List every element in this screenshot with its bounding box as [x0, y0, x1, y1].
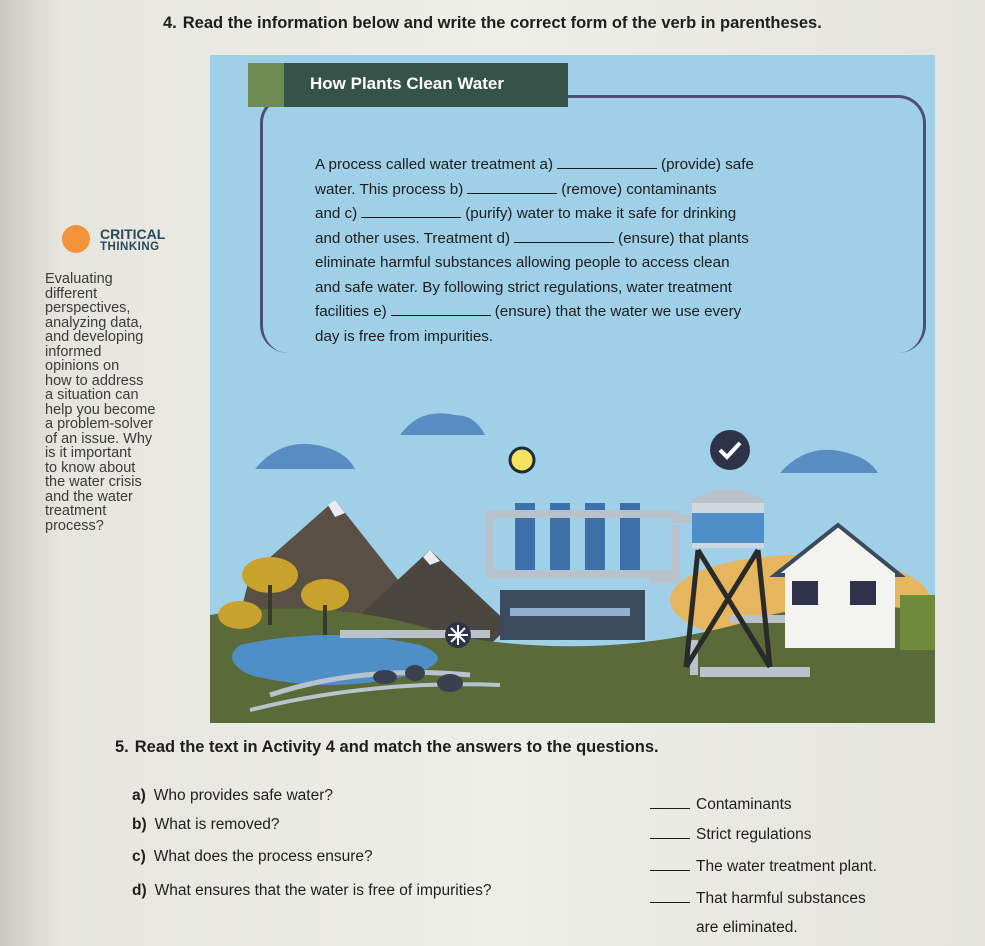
- passage-line-4: [315, 227, 835, 252]
- exercise-5-instruction: Read the text in Activity 4 and match the answers to the questions.: [134, 738, 659, 756]
- ct-line: informed: [45, 343, 102, 360]
- question-label: c): [132, 848, 146, 865]
- exercise-5-heading: [115, 738, 659, 757]
- passage-text: A process called water treatment a): [315, 156, 554, 173]
- ct-line: treatment: [45, 503, 107, 519]
- answer-continuation: [696, 919, 798, 937]
- question-text: What is removed?: [154, 816, 280, 833]
- check-badge-icon: [710, 430, 750, 470]
- ct-line: Evaluating: [45, 271, 113, 287]
- title-banner: [248, 63, 568, 107]
- passage-text: (ensure) that the water we use every: [494, 303, 742, 320]
- ct-line: help you become: [45, 401, 156, 418]
- passage-line-6: and safe water. By following strict regulations, water treatment: [315, 278, 733, 296]
- pump-wheel-icon: [445, 622, 471, 648]
- ct-line: how to address: [45, 372, 144, 389]
- ct-line: to know about: [45, 459, 136, 476]
- ct-line: different: [45, 285, 98, 302]
- passage-line-5: eliminate harmful substances allowing people to access clean: [315, 254, 730, 271]
- question-label: b): [132, 816, 147, 833]
- question-text: What does the process ensure?: [153, 848, 373, 865]
- ct-line: is it important: [45, 445, 132, 461]
- ct-line: the water crisis: [45, 474, 142, 490]
- ct-line: of an issue. Why: [45, 430, 153, 447]
- reading-passage: [315, 153, 835, 349]
- ct-line: opinions on: [45, 358, 120, 374]
- answer-blank-d[interactable]: [514, 228, 614, 243]
- ct-line: a problem-solver: [45, 416, 153, 432]
- question-text: Who provides safe water?: [153, 787, 333, 804]
- answer-option[interactable]: [650, 858, 877, 876]
- answer-text: Strict regulations: [696, 826, 812, 843]
- answer-blank-a[interactable]: [557, 154, 657, 169]
- passage-line-3: [315, 202, 835, 227]
- match-line[interactable]: [650, 858, 690, 871]
- passage-line-8: day is free from impurities.: [315, 327, 494, 345]
- cloud-icon: [255, 444, 355, 469]
- panel-title: How Plants Clean Water: [310, 74, 504, 93]
- passage-text: and other uses. Treatment d): [315, 229, 511, 247]
- passage-text: water. This process b): [315, 180, 464, 198]
- lightbulb-icon: [62, 225, 90, 253]
- title-tab: [248, 63, 284, 107]
- question-a: [132, 787, 333, 805]
- critical-thinking-text: [45, 272, 210, 533]
- ct-line: and developing: [45, 329, 144, 345]
- passage-text: and c): [315, 205, 358, 222]
- question-c: [132, 848, 373, 866]
- cloud-icon: [400, 413, 485, 435]
- passage-text: (purify) water to make it safe for drinking: [465, 205, 737, 222]
- question-label: d): [132, 882, 147, 899]
- cloud-icon: [780, 450, 878, 473]
- exercise-5-number: 5.: [115, 738, 129, 756]
- critical-thinking-heading-line2: THINKING: [100, 241, 160, 253]
- answer-blank-c[interactable]: [361, 203, 461, 218]
- critical-thinking-heading: [100, 228, 165, 254]
- passage-line-2: [315, 178, 835, 203]
- filter-tanks: [485, 503, 680, 578]
- ct-line: analyzing data,: [45, 314, 143, 331]
- critical-thinking-heading-line1: CRITICAL: [100, 226, 166, 242]
- exercise-4-instruction: Read the information below and write the correct form of the verb in parentheses.: [182, 14, 822, 32]
- answer-blank-b[interactable]: [467, 179, 557, 194]
- question-d: [132, 882, 492, 900]
- question-b: [132, 816, 280, 834]
- passage-line-7: [315, 300, 835, 325]
- passage-text: (ensure) that plants: [618, 229, 749, 247]
- answer-option[interactable]: [650, 796, 792, 814]
- passage-text: (remove) contaminants: [561, 180, 717, 198]
- answer-text: Contaminants: [696, 796, 792, 813]
- question-label: a): [132, 787, 146, 804]
- question-text: What ensures that the water is free of impurities?: [154, 882, 492, 899]
- ct-line: and the water: [45, 488, 133, 505]
- answer-text: That harmful substances: [696, 890, 866, 907]
- exercise-4-heading: [163, 14, 822, 33]
- water-treatment-panel: [210, 55, 935, 723]
- answer-option[interactable]: [650, 890, 866, 908]
- passage-text: facilities e): [315, 303, 387, 320]
- match-line[interactable]: [650, 796, 690, 809]
- answer-text: are eliminated.: [696, 919, 798, 936]
- match-line[interactable]: [650, 890, 690, 903]
- exercise-4-number: 4.: [163, 14, 177, 32]
- passage-line-1: [315, 153, 835, 178]
- match-line[interactable]: [650, 826, 690, 839]
- ct-line: a situation can: [45, 387, 139, 403]
- ct-line: process?: [45, 517, 104, 534]
- answer-option[interactable]: [650, 826, 811, 844]
- ct-line: perspectives,: [45, 300, 131, 316]
- treatment-building: [500, 590, 645, 640]
- passage-text: (provide) safe: [661, 156, 754, 173]
- answer-text: The water treatment plant.: [696, 858, 877, 875]
- answer-blank-e[interactable]: [391, 301, 491, 316]
- sun-icon: [510, 448, 534, 472]
